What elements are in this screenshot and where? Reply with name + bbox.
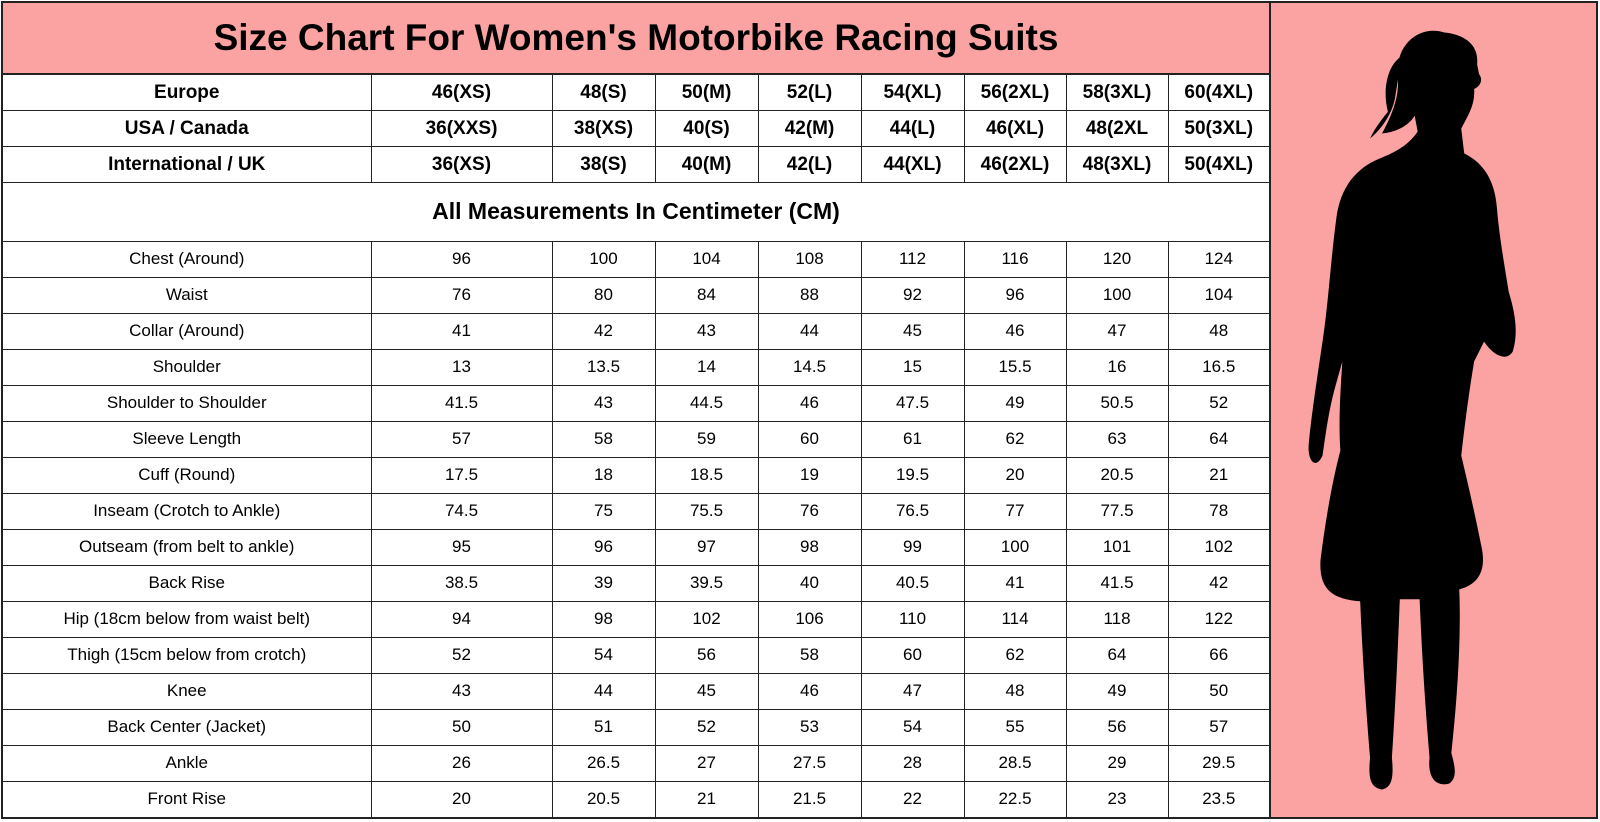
cell-value: 53: [758, 709, 861, 745]
cell-value: 50: [1168, 673, 1269, 709]
cell-value: 20: [964, 457, 1066, 493]
cell-value: 42(L): [758, 147, 861, 183]
row-label: Back Center (Jacket): [3, 709, 371, 745]
measurement-row: [3, 529, 1269, 565]
cell-value: 48(S): [552, 75, 655, 111]
cell-value: 42: [1168, 565, 1269, 601]
cell-value: 57: [371, 421, 552, 457]
cell-value: 39.5: [655, 565, 758, 601]
cell-value: 39: [552, 565, 655, 601]
cell-value: 44: [552, 673, 655, 709]
cell-value: 104: [1168, 277, 1269, 313]
cell-value: 15: [861, 349, 964, 385]
row-label: Inseam (Crotch to Ankle): [3, 493, 371, 529]
cell-value: 19.5: [861, 457, 964, 493]
measurement-row: [3, 745, 1269, 781]
cell-value: 88: [758, 277, 861, 313]
cell-value: 76.5: [861, 493, 964, 529]
cell-value: 98: [758, 529, 861, 565]
cell-value: 46: [758, 385, 861, 421]
cell-value: 63: [1066, 421, 1168, 457]
measurement-row: [3, 421, 1269, 457]
cell-value: 41: [964, 565, 1066, 601]
measurement-row: [3, 241, 1269, 277]
cell-value: 17.5: [371, 457, 552, 493]
chart-title: Size Chart For Women's Motorbike Racing Suits: [3, 3, 1269, 75]
size-conversion-row: [3, 111, 1269, 147]
cell-value: 16.5: [1168, 349, 1269, 385]
size-table-panel: [3, 3, 1271, 817]
cell-value: 100: [964, 529, 1066, 565]
cell-value: 52: [371, 637, 552, 673]
cell-value: 62: [964, 637, 1066, 673]
cell-value: 23: [1066, 781, 1168, 817]
measurement-row: [3, 565, 1269, 601]
cell-value: 14.5: [758, 349, 861, 385]
cell-value: 60: [861, 637, 964, 673]
cell-value: 58: [758, 637, 861, 673]
cell-value: 45: [655, 673, 758, 709]
cell-value: 100: [1066, 277, 1168, 313]
row-label: Chest (Around): [3, 241, 371, 277]
cell-value: 18.5: [655, 457, 758, 493]
cell-value: 99: [861, 529, 964, 565]
cell-value: 102: [655, 601, 758, 637]
cell-value: 76: [758, 493, 861, 529]
cell-value: 58(3XL): [1066, 75, 1168, 111]
cell-value: 40: [758, 565, 861, 601]
cell-value: 54(XL): [861, 75, 964, 111]
cell-value: 50: [371, 709, 552, 745]
cell-value: 50(M): [655, 75, 758, 111]
cell-value: 40.5: [861, 565, 964, 601]
cell-value: 13.5: [552, 349, 655, 385]
cell-value: 36(XS): [371, 147, 552, 183]
cell-value: 94: [371, 601, 552, 637]
cell-value: 18: [552, 457, 655, 493]
measurement-row: [3, 457, 1269, 493]
cell-value: 38(S): [552, 147, 655, 183]
size-conversion-row: [3, 75, 1269, 111]
cell-value: 46: [758, 673, 861, 709]
row-label: International / UK: [3, 147, 371, 183]
cell-value: 41: [371, 313, 552, 349]
cell-value: 118: [1066, 601, 1168, 637]
cell-value: 47.5: [861, 385, 964, 421]
cell-value: 48: [964, 673, 1066, 709]
cell-value: 28: [861, 745, 964, 781]
cell-value: 43: [552, 385, 655, 421]
cell-value: 80: [552, 277, 655, 313]
row-label: Sleeve Length: [3, 421, 371, 457]
row-label: Front Rise: [3, 781, 371, 817]
woman-silhouette-icon: [1271, 3, 1596, 817]
measurement-row: [3, 385, 1269, 421]
cell-value: 78: [1168, 493, 1269, 529]
cell-value: 47: [1066, 313, 1168, 349]
cell-value: 40(S): [655, 111, 758, 147]
cell-value: 27.5: [758, 745, 861, 781]
cell-value: 16: [1066, 349, 1168, 385]
cell-value: 23.5: [1168, 781, 1269, 817]
cell-value: 26: [371, 745, 552, 781]
cell-value: 54: [861, 709, 964, 745]
cell-value: 42(M): [758, 111, 861, 147]
cell-value: 116: [964, 241, 1066, 277]
row-label: Waist: [3, 277, 371, 313]
cell-value: 42: [552, 313, 655, 349]
cell-value: 26.5: [552, 745, 655, 781]
cell-value: 29: [1066, 745, 1168, 781]
cell-value: 19: [758, 457, 861, 493]
measurement-row: [3, 277, 1269, 313]
cell-value: 51: [552, 709, 655, 745]
cell-value: 44: [758, 313, 861, 349]
cell-value: 47: [861, 673, 964, 709]
illustration-panel: [1271, 3, 1596, 817]
cell-value: 66: [1168, 637, 1269, 673]
cell-value: 46(2XL): [964, 147, 1066, 183]
row-label: Thigh (15cm below from crotch): [3, 637, 371, 673]
cell-value: 92: [861, 277, 964, 313]
cell-value: 75: [552, 493, 655, 529]
cell-value: 96: [552, 529, 655, 565]
cell-value: 106: [758, 601, 861, 637]
measurement-row: [3, 637, 1269, 673]
measurement-note-row: [3, 183, 1269, 242]
measurement-row: [3, 493, 1269, 529]
cell-value: 28.5: [964, 745, 1066, 781]
cell-value: 43: [371, 673, 552, 709]
row-label: USA / Canada: [3, 111, 371, 147]
cell-value: 95: [371, 529, 552, 565]
cell-value: 101: [1066, 529, 1168, 565]
cell-value: 49: [964, 385, 1066, 421]
cell-value: 40(M): [655, 147, 758, 183]
cell-value: 50.5: [1066, 385, 1168, 421]
cell-value: 120: [1066, 241, 1168, 277]
cell-value: 38.5: [371, 565, 552, 601]
cell-value: 20: [371, 781, 552, 817]
cell-value: 104: [655, 241, 758, 277]
row-label: Hip (18cm below from waist belt): [3, 601, 371, 637]
cell-value: 49: [1066, 673, 1168, 709]
cell-value: 27: [655, 745, 758, 781]
cell-value: 44(L): [861, 111, 964, 147]
row-label: Shoulder to Shoulder: [3, 385, 371, 421]
cell-value: 20.5: [1066, 457, 1168, 493]
cell-value: 112: [861, 241, 964, 277]
cell-value: 29.5: [1168, 745, 1269, 781]
cell-value: 20.5: [552, 781, 655, 817]
measurement-row: [3, 601, 1269, 637]
cell-value: 15.5: [964, 349, 1066, 385]
measurement-row: [3, 673, 1269, 709]
measurement-row: [3, 709, 1269, 745]
cell-value: 41.5: [1066, 565, 1168, 601]
cell-value: 36(XXS): [371, 111, 552, 147]
cell-value: 61: [861, 421, 964, 457]
measurement-row: [3, 313, 1269, 349]
cell-value: 55: [964, 709, 1066, 745]
cell-value: 76: [371, 277, 552, 313]
cell-value: 114: [964, 601, 1066, 637]
measurement-row: [3, 349, 1269, 385]
cell-value: 64: [1168, 421, 1269, 457]
cell-value: 38(XS): [552, 111, 655, 147]
measurement-row: [3, 781, 1269, 817]
row-label: Ankle: [3, 745, 371, 781]
cell-value: 46(XL): [964, 111, 1066, 147]
cell-value: 44.5: [655, 385, 758, 421]
cell-value: 44(XL): [861, 147, 964, 183]
cell-value: 14: [655, 349, 758, 385]
cell-value: 58: [552, 421, 655, 457]
cell-value: 122: [1168, 601, 1269, 637]
cell-value: 110: [861, 601, 964, 637]
cell-value: 56: [655, 637, 758, 673]
cell-value: 52(L): [758, 75, 861, 111]
cell-value: 62: [964, 421, 1066, 457]
cell-value: 50(3XL): [1168, 111, 1269, 147]
cell-value: 77.5: [1066, 493, 1168, 529]
cell-value: 52: [655, 709, 758, 745]
cell-value: 60: [758, 421, 861, 457]
cell-value: 46: [964, 313, 1066, 349]
row-label: Shoulder: [3, 349, 371, 385]
cell-value: 77: [964, 493, 1066, 529]
cell-value: 84: [655, 277, 758, 313]
cell-value: 97: [655, 529, 758, 565]
cell-value: 45: [861, 313, 964, 349]
cell-value: 22.5: [964, 781, 1066, 817]
row-label: Outseam (from belt to ankle): [3, 529, 371, 565]
cell-value: 43: [655, 313, 758, 349]
cell-value: 56: [1066, 709, 1168, 745]
cell-value: 108: [758, 241, 861, 277]
cell-value: 64: [1066, 637, 1168, 673]
row-label: Collar (Around): [3, 313, 371, 349]
cell-value: 59: [655, 421, 758, 457]
row-label: Cuff (Round): [3, 457, 371, 493]
cell-value: 21: [655, 781, 758, 817]
size-chart: [1, 1, 1598, 819]
cell-value: 54: [552, 637, 655, 673]
row-label: Knee: [3, 673, 371, 709]
cell-value: 21.5: [758, 781, 861, 817]
cell-value: 57: [1168, 709, 1269, 745]
cell-value: 74.5: [371, 493, 552, 529]
cell-value: 48(3XL): [1066, 147, 1168, 183]
size-table: [3, 75, 1269, 817]
cell-value: 98: [552, 601, 655, 637]
cell-value: 21: [1168, 457, 1269, 493]
cell-value: 52: [1168, 385, 1269, 421]
cell-value: 48(2XL: [1066, 111, 1168, 147]
size-conversion-row: [3, 147, 1269, 183]
cell-value: 22: [861, 781, 964, 817]
row-label: Back Rise: [3, 565, 371, 601]
cell-value: 56(2XL): [964, 75, 1066, 111]
measurement-note: All Measurements In Centimeter (CM): [3, 183, 1269, 242]
row-label: Europe: [3, 75, 371, 111]
cell-value: 41.5: [371, 385, 552, 421]
cell-value: 124: [1168, 241, 1269, 277]
cell-value: 100: [552, 241, 655, 277]
cell-value: 96: [964, 277, 1066, 313]
cell-value: 96: [371, 241, 552, 277]
cell-value: 50(4XL): [1168, 147, 1269, 183]
cell-value: 46(XS): [371, 75, 552, 111]
cell-value: 102: [1168, 529, 1269, 565]
cell-value: 13: [371, 349, 552, 385]
cell-value: 75.5: [655, 493, 758, 529]
cell-value: 60(4XL): [1168, 75, 1269, 111]
cell-value: 48: [1168, 313, 1269, 349]
